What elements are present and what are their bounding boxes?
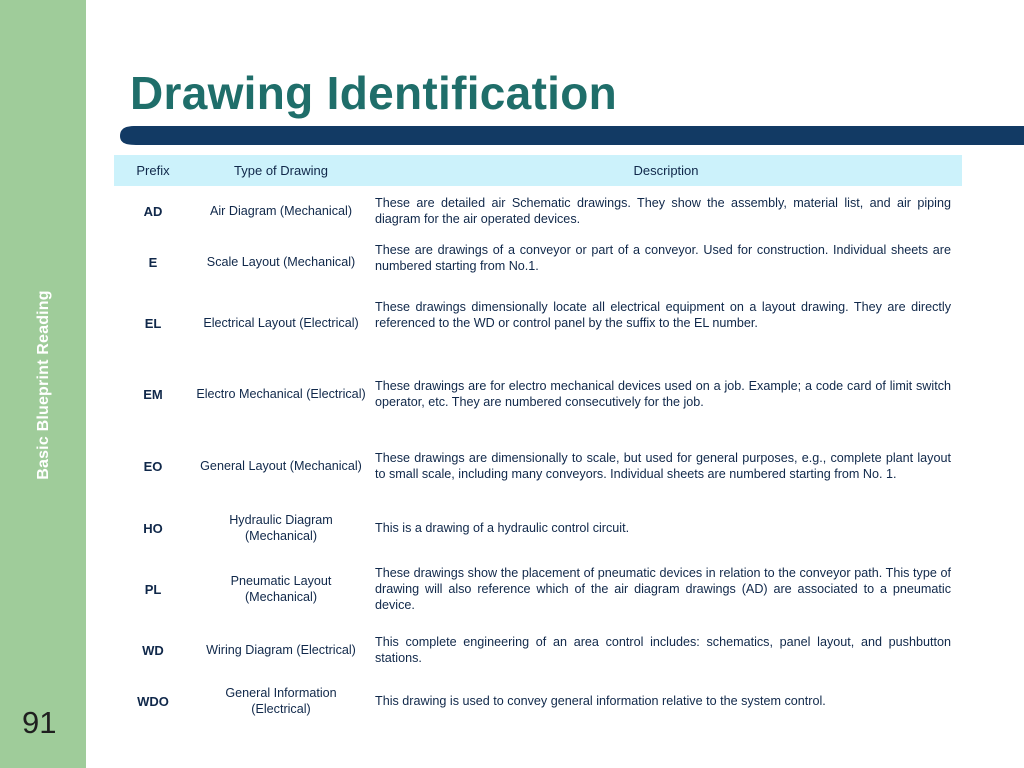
prefix-cell: E — [148, 254, 158, 270]
description-cell: This complete engineering of an area control includes: schematics, panel layout, and pushbutton stations. — [375, 635, 951, 665]
table-row — [114, 676, 962, 726]
table-header-row — [114, 155, 962, 186]
description-cell: This drawing is used to convey general information relative to the system control. — [375, 694, 826, 708]
table-row — [114, 288, 962, 358]
type-cell: General Information (Electrical) — [225, 686, 337, 716]
sidebar-title: Basic Blueprint Reading — [35, 290, 52, 480]
title-underline — [120, 121, 1024, 149]
column-header-prefix: Prefix — [114, 155, 192, 186]
table-row — [114, 554, 962, 624]
prefix-cell: EO — [143, 458, 163, 474]
type-cell: General Layout (Mechanical) — [200, 459, 362, 473]
prefix-cell: HO — [143, 520, 163, 536]
description-cell: This is a drawing of a hydraulic control circuit. — [375, 521, 630, 535]
column-header-type: Type of Drawing — [192, 155, 370, 186]
type-cell: Air Diagram (Mechanical) — [209, 204, 353, 218]
prefix-cell: PL — [144, 581, 162, 597]
table-row — [114, 624, 962, 676]
table-row — [114, 358, 962, 430]
prefix-cell: WDO — [137, 693, 169, 709]
table-row — [114, 502, 962, 554]
prefix-cell: EL — [144, 315, 162, 331]
type-cell: Wiring Diagram (Electrical) — [206, 643, 356, 657]
table-row — [114, 430, 962, 502]
prefix-cell: EM — [143, 386, 163, 402]
type-cell: Pneumatic Layout (Mechanical) — [230, 574, 332, 604]
type-cell: Scale Layout (Mechanical) — [206, 255, 356, 269]
description-cell: These drawings are for electro mechanical devices used on a job. Example; a code card of limit switch operator, etc. They are numbered consecutively for the job. — [375, 379, 951, 409]
description-text: These drawings dimensionally locate all electrical equipment on a layout drawing. They are directly referenced to the WD or control panel by the suffix to the EL number. — [375, 300, 951, 330]
page-number: 91 — [22, 705, 57, 740]
type-cell: Electrical Layout (Electrical) — [203, 316, 359, 330]
type-cell: Hydraulic Diagram (Mechanical) — [229, 513, 333, 543]
description-cell — [370, 288, 962, 358]
description-cell: These drawings are dimensionally to scale, but used for general purposes, e.g., complete plant layout to small scale, including many conveyors. Individual sheets are numbered starting from No. 1. — [375, 451, 951, 481]
type-cell: Electro Mechanical (Electrical) — [196, 387, 366, 401]
page-title: Drawing Identification — [130, 67, 618, 119]
prefix-cell: WD — [142, 642, 164, 658]
description-cell: These drawings show the placement of pneumatic devices in relation to the conveyor path. This type of drawing will also reference which of the air diagram drawings (AD) are associated to a pneumatic device. — [375, 566, 951, 612]
table-row — [114, 236, 962, 288]
drawing-prefix-table — [114, 155, 962, 726]
description-text: These are drawings of a conveyor or part of a conveyor. Used for construction. Individual sheets are numbered starting from No.1. — [375, 243, 951, 273]
prefix-cell: AD — [143, 203, 163, 219]
table-row — [114, 186, 962, 236]
description-cell: These are detailed air Schematic drawings. They show the assembly, material list, and air piping diagram for the air operated devices. — [375, 196, 951, 226]
description-cell — [370, 236, 962, 288]
column-header-description: Description — [370, 155, 962, 186]
